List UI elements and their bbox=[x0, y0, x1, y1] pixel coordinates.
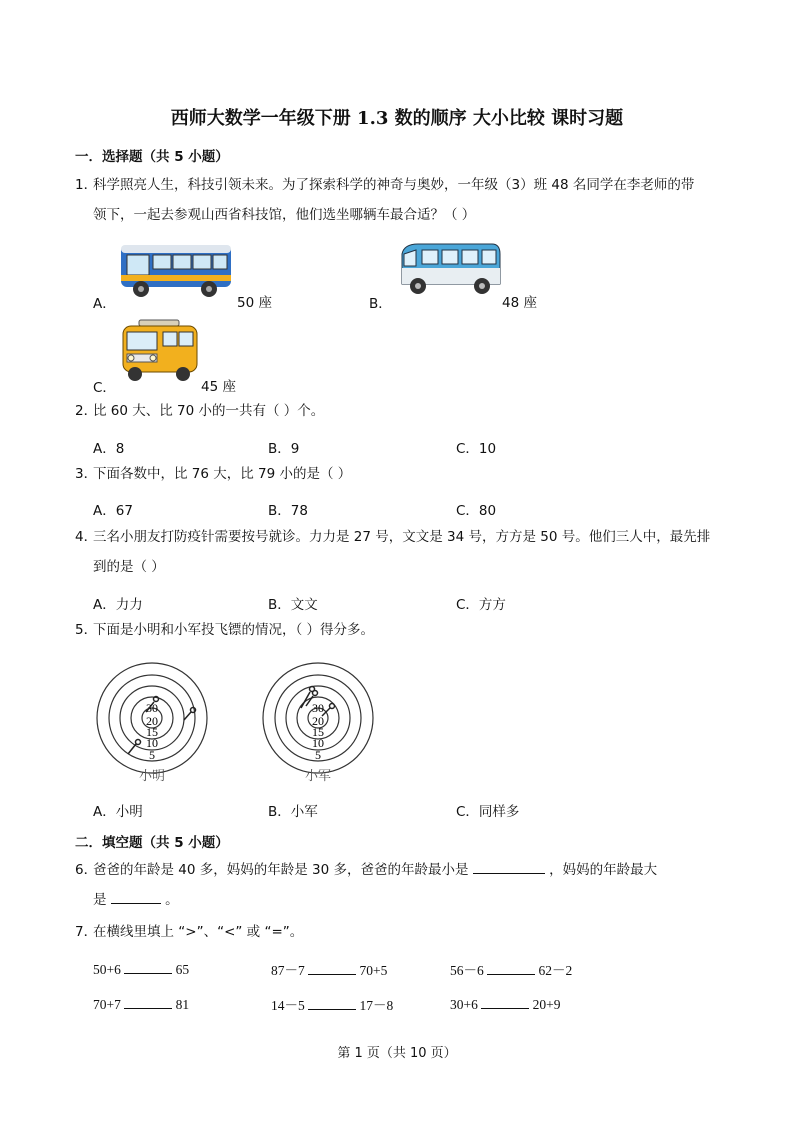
player-name-xiaoming: 小明 bbox=[138, 769, 166, 784]
comparison-right: 70+5 bbox=[359, 963, 388, 978]
option-c[interactable]: C．80 bbox=[456, 503, 497, 519]
comparison-item bbox=[93, 959, 189, 978]
comparison-left: 70+7 bbox=[93, 997, 121, 1012]
ring-label: 5 bbox=[315, 748, 321, 762]
ring-label: 10 bbox=[146, 736, 158, 750]
question-4 bbox=[75, 522, 725, 582]
ring-label: 15 bbox=[146, 725, 158, 739]
ring-label: 20 bbox=[312, 714, 324, 728]
comparison-right: 62－2 bbox=[538, 963, 573, 978]
question-number: 2． bbox=[75, 403, 98, 419]
question-text: 在横线里填上 “>”、“<” 或 “=”。 bbox=[93, 924, 304, 940]
city-bus-image bbox=[117, 237, 237, 301]
ring-label: 20 bbox=[146, 714, 158, 728]
option-c-seats: 45 座 bbox=[201, 379, 236, 395]
comparison-item bbox=[271, 959, 387, 979]
dartboard-xiaoming bbox=[92, 662, 212, 787]
question-7 bbox=[75, 917, 725, 947]
comparison-right: 20+9 bbox=[532, 997, 561, 1012]
comparison-blank[interactable] bbox=[308, 995, 356, 1010]
option-b[interactable]: B．小军 bbox=[268, 804, 318, 820]
option-c[interactable]: C．同样多 bbox=[456, 804, 520, 820]
option-b-label[interactable]: B． bbox=[369, 296, 392, 312]
question-number: 4． bbox=[75, 529, 98, 545]
comparison-left: 56－6 bbox=[450, 963, 484, 978]
section-heading-fill: 二．填空题（共 5 小题） bbox=[75, 835, 229, 851]
ring-label: 30 bbox=[312, 701, 324, 715]
question-text: 爸爸的年龄是 40 多，妈妈的年龄是 30 多，爸爸的年龄最小是 bbox=[93, 862, 473, 878]
question-text: 是 bbox=[93, 892, 111, 908]
ring-label: 10 bbox=[312, 736, 324, 750]
question-number: 7． bbox=[75, 924, 98, 940]
option-a[interactable]: A．8 bbox=[93, 441, 125, 457]
question-5 bbox=[75, 615, 725, 645]
comparison-item bbox=[450, 994, 561, 1013]
comparison-right: 17－8 bbox=[359, 998, 394, 1013]
option-a[interactable]: A．力力 bbox=[93, 597, 143, 613]
school-bus-image bbox=[117, 318, 201, 384]
comparison-blank[interactable] bbox=[124, 959, 172, 974]
question-number: 5． bbox=[75, 622, 98, 638]
minibus-image bbox=[396, 240, 502, 300]
page-title: 西师大数学一年级下册 1.3 数的顺序 大小比较 课时习题 bbox=[170, 108, 624, 129]
comparison-item bbox=[271, 994, 393, 1014]
option-b-seats: 48 座 bbox=[502, 295, 537, 311]
ring-label: 30 bbox=[146, 701, 158, 715]
question-1 bbox=[75, 170, 725, 230]
comparison-blank[interactable] bbox=[481, 994, 529, 1009]
question-text-line: 到的是（ ） bbox=[93, 559, 165, 575]
question-text-line: 三名小朋友打防疫针需要按号就诊。力力是 27 号，文文是 34 号，方方是 50 号。他们三人中，最先排 bbox=[93, 529, 711, 545]
option-c[interactable]: C．10 bbox=[456, 441, 497, 457]
comparison-left: 14－5 bbox=[271, 998, 305, 1013]
question-text: 。 bbox=[160, 892, 179, 908]
option-a[interactable]: A．67 bbox=[93, 503, 133, 519]
comparison-blank[interactable] bbox=[487, 960, 535, 975]
page-footer: 第 1 页（共 10 页） bbox=[337, 1046, 457, 1061]
comparison-item bbox=[93, 994, 189, 1013]
comparison-right: 81 bbox=[175, 997, 190, 1012]
comparison-left: 30+6 bbox=[450, 997, 478, 1012]
question-number: 6． bbox=[75, 862, 98, 878]
question-text: 下面是小明和小军投飞镖的情况，（ ）得分多。 bbox=[93, 622, 375, 638]
question-6 bbox=[75, 855, 725, 915]
comparison-item bbox=[450, 959, 572, 979]
option-b[interactable]: B．9 bbox=[268, 441, 300, 457]
question-number: 1． bbox=[75, 177, 98, 193]
comparison-left: 87－7 bbox=[271, 963, 305, 978]
option-a-seats: 50 座 bbox=[237, 295, 272, 311]
answer-blank-mom-max[interactable] bbox=[111, 889, 161, 904]
option-c-label[interactable]: C． bbox=[93, 380, 116, 396]
ring-label: 5 bbox=[149, 748, 155, 762]
option-b[interactable]: B．文文 bbox=[268, 597, 318, 613]
option-a[interactable]: A．小明 bbox=[93, 804, 143, 820]
answer-blank-dad-min[interactable] bbox=[473, 859, 545, 874]
option-a-label[interactable]: A． bbox=[93, 296, 116, 312]
ring-label: 15 bbox=[312, 725, 324, 739]
dartboard-xiaojun bbox=[258, 662, 378, 787]
question-text-line: 科学照亮人生，科技引领未来。为了探索科学的神奇与奥妙，一年级（3）班 48 名同学在李老师的带 bbox=[93, 177, 695, 193]
question-number: 3． bbox=[75, 466, 98, 482]
option-c[interactable]: C．方方 bbox=[456, 597, 506, 613]
comparison-left: 50+6 bbox=[93, 962, 121, 977]
question-3 bbox=[75, 459, 725, 489]
question-text: ，妈妈的年龄最大 bbox=[544, 862, 658, 878]
question-text: 比 60 大、比 70 小的一共有（ ）个。 bbox=[93, 403, 325, 419]
question-2 bbox=[75, 396, 725, 426]
section-heading-choice: 一．选择题（共 5 小题） bbox=[75, 149, 229, 165]
comparison-blank[interactable] bbox=[308, 960, 356, 975]
player-name-xiaojun: 小军 bbox=[304, 769, 332, 784]
question-text-line: 领下，一起去参观山西省科技馆，他们选坐哪辆车最合适？（ ） bbox=[93, 207, 476, 223]
comparison-blank[interactable] bbox=[124, 994, 172, 1009]
option-b[interactable]: B．78 bbox=[268, 503, 308, 519]
question-text: 下面各数中，比 76 大，比 79 小的是（ ） bbox=[93, 466, 352, 482]
comparison-right: 65 bbox=[175, 962, 190, 977]
